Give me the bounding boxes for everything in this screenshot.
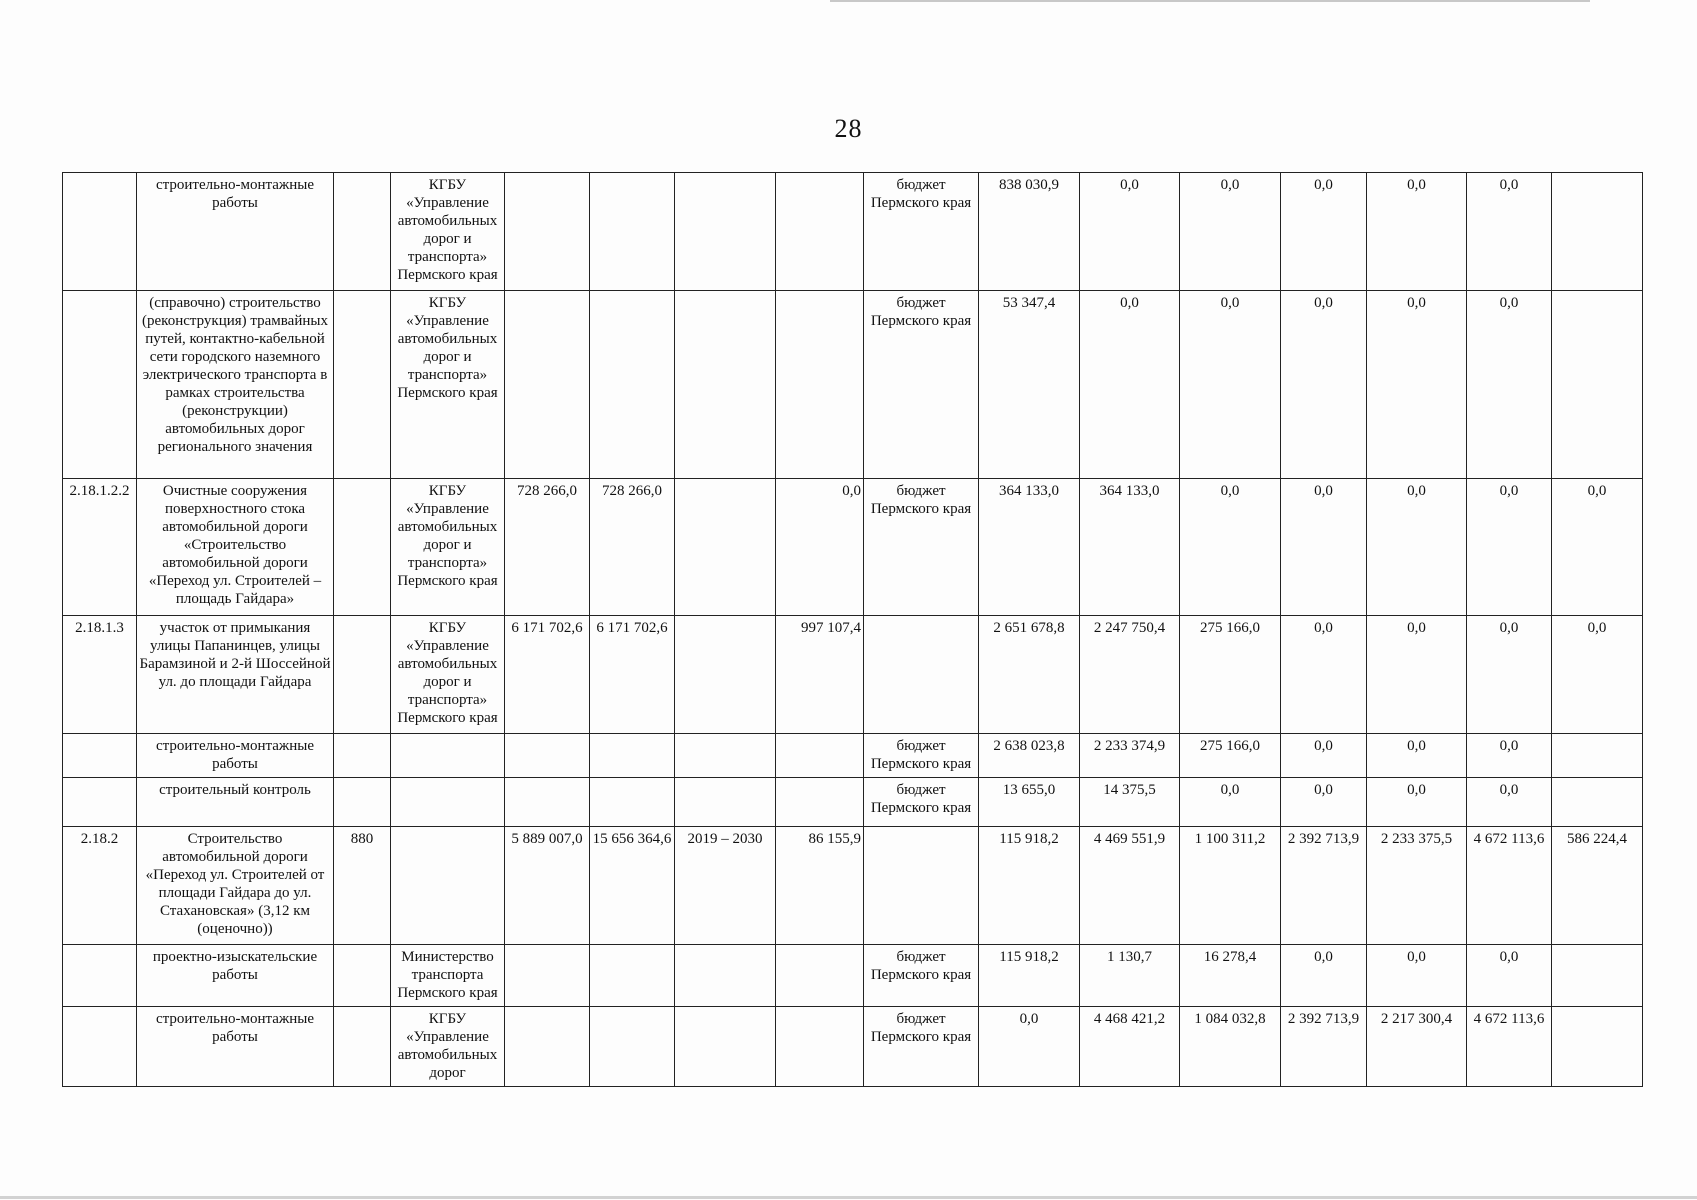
table-row [63, 945, 1643, 1007]
cell-source [864, 616, 979, 734]
cell-period [675, 479, 776, 616]
cell-name: строительно-монтажные работы [137, 1007, 334, 1087]
cell-source: бюджет Пермского края [864, 778, 979, 827]
cell-v1 [776, 778, 864, 827]
cell-y3: 275 166,0 [1180, 734, 1281, 778]
cell-y2: 4 468 421,2 [1080, 1007, 1180, 1087]
cell-cost1 [505, 173, 590, 291]
cell-y6: 0,0 [1467, 616, 1552, 734]
cell-v1 [776, 734, 864, 778]
cell-period [675, 734, 776, 778]
cell-y2: 0,0 [1080, 291, 1180, 479]
cell-y4: 0,0 [1281, 778, 1367, 827]
cell-y2: 14 375,5 [1080, 778, 1180, 827]
cell-y1: 838 030,9 [979, 173, 1080, 291]
cell-num [334, 778, 391, 827]
cell-executor: Министерство транспорта Пермского края [391, 945, 505, 1007]
cell-y7: 0,0 [1552, 479, 1643, 616]
table-row [63, 479, 1643, 616]
cell-code [63, 1007, 137, 1087]
scan-edge-bottom [0, 1196, 1697, 1199]
cell-cost2: 15 656 364,6 [590, 827, 675, 945]
cell-y3: 0,0 [1180, 173, 1281, 291]
cell-source: бюджет Пермского края [864, 479, 979, 616]
cell-y2: 2 233 374,9 [1080, 734, 1180, 778]
cell-cost1 [505, 734, 590, 778]
cell-cost2 [590, 734, 675, 778]
cell-v1: 0,0 [776, 479, 864, 616]
cell-cost1: 6 171 702,6 [505, 616, 590, 734]
cell-y3: 16 278,4 [1180, 945, 1281, 1007]
cell-source [864, 827, 979, 945]
table-row [63, 778, 1643, 827]
cell-y4: 0,0 [1281, 479, 1367, 616]
cell-v1 [776, 1007, 864, 1087]
cell-code [63, 173, 137, 291]
cell-source: бюджет Пермского края [864, 173, 979, 291]
cell-cost1 [505, 945, 590, 1007]
cell-num [334, 1007, 391, 1087]
table-row [63, 1007, 1643, 1087]
cell-period [675, 616, 776, 734]
cell-y6: 4 672 113,6 [1467, 1007, 1552, 1087]
cell-y4: 2 392 713,9 [1281, 1007, 1367, 1087]
cell-y2: 1 130,7 [1080, 945, 1180, 1007]
cell-cost1 [505, 291, 590, 479]
cell-y1: 364 133,0 [979, 479, 1080, 616]
cell-executor: КГБУ «Управление автомобильных дорог [391, 1007, 505, 1087]
cell-y6: 0,0 [1467, 778, 1552, 827]
table-row [63, 827, 1643, 945]
cell-cost1: 728 266,0 [505, 479, 590, 616]
cell-y1: 0,0 [979, 1007, 1080, 1087]
cell-y7: 0,0 [1552, 616, 1643, 734]
cell-y7 [1552, 291, 1643, 479]
cell-source: бюджет Пермского края [864, 1007, 979, 1087]
cell-y5: 0,0 [1367, 734, 1467, 778]
cell-y5: 0,0 [1367, 616, 1467, 734]
cell-code: 2.18.1.2.2 [63, 479, 137, 616]
cell-code [63, 291, 137, 479]
cell-period [675, 173, 776, 291]
cell-y3: 0,0 [1180, 778, 1281, 827]
cell-name: Строительство автомобильной дороги «Переход ул. Строителей от площади Гайдара до ул. Стахановская» (3,12 км (оценочно)) [137, 827, 334, 945]
cell-code: 2.18.1.3 [63, 616, 137, 734]
cell-y5: 2 233 375,5 [1367, 827, 1467, 945]
cell-source: бюджет Пермского края [864, 734, 979, 778]
cell-executor: КГБУ «Управление автомобильных дорог и транспорта» Пермского края [391, 291, 505, 479]
cell-num [334, 291, 391, 479]
cell-y1: 2 651 678,8 [979, 616, 1080, 734]
cell-num [334, 734, 391, 778]
cell-y4: 2 392 713,9 [1281, 827, 1367, 945]
cell-cost1 [505, 778, 590, 827]
table-row [63, 616, 1643, 734]
cell-y5: 2 217 300,4 [1367, 1007, 1467, 1087]
page-number: 28 [834, 114, 863, 143]
cell-y2: 0,0 [1080, 173, 1180, 291]
cell-y4: 0,0 [1281, 291, 1367, 479]
cell-y3: 1 100 311,2 [1180, 827, 1281, 945]
cell-code [63, 945, 137, 1007]
cell-name: проектно-изыскательские работы [137, 945, 334, 1007]
cell-executor: КГБУ «Управление автомобильных дорог и транспорта» Пермского края [391, 616, 505, 734]
cell-cost2 [590, 1007, 675, 1087]
cell-num [334, 945, 391, 1007]
cell-executor: КГБУ «Управление автомобильных дорог и транспорта» Пермского края [391, 173, 505, 291]
cell-cost2 [590, 291, 675, 479]
cell-v1: 86 155,9 [776, 827, 864, 945]
cell-y6: 0,0 [1467, 734, 1552, 778]
cell-y3: 275 166,0 [1180, 616, 1281, 734]
cell-y7 [1552, 1007, 1643, 1087]
cell-y3: 1 084 032,8 [1180, 1007, 1281, 1087]
cell-code [63, 734, 137, 778]
cell-y7 [1552, 173, 1643, 291]
cell-num [334, 173, 391, 291]
cell-name: строительно-монтажные работы [137, 734, 334, 778]
cell-name: строительно-монтажные работы [137, 173, 334, 291]
cell-y6: 0,0 [1467, 479, 1552, 616]
cell-y7: 586 224,4 [1552, 827, 1643, 945]
cell-y5: 0,0 [1367, 945, 1467, 1007]
cell-y2: 2 247 750,4 [1080, 616, 1180, 734]
cell-y3: 0,0 [1180, 479, 1281, 616]
cell-executor [391, 778, 505, 827]
cell-y2: 4 469 551,9 [1080, 827, 1180, 945]
cell-y5: 0,0 [1367, 291, 1467, 479]
cell-cost2 [590, 778, 675, 827]
cell-num [334, 616, 391, 734]
cell-y7 [1552, 945, 1643, 1007]
cell-y7 [1552, 734, 1643, 778]
cell-cost1: 5 889 007,0 [505, 827, 590, 945]
cell-source: бюджет Пермского края [864, 291, 979, 479]
cell-v1 [776, 173, 864, 291]
cell-y2: 364 133,0 [1080, 479, 1180, 616]
cell-executor [391, 734, 505, 778]
cell-period [675, 945, 776, 1007]
cell-cost2 [590, 173, 675, 291]
cell-y3: 0,0 [1180, 291, 1281, 479]
cell-code [63, 778, 137, 827]
cell-code: 2.18.2 [63, 827, 137, 945]
cell-y7 [1552, 778, 1643, 827]
cell-y4: 0,0 [1281, 734, 1367, 778]
cell-y1: 13 655,0 [979, 778, 1080, 827]
cell-executor: КГБУ «Управление автомобильных дорог и транспорта» Пермского края [391, 479, 505, 616]
cell-name: участок от примыкания улицы Папанинцев, улицы Барамзиной и 2-й Шоссейной ул. до площади Гайдара [137, 616, 334, 734]
cell-cost2 [590, 945, 675, 1007]
cell-cost1 [505, 1007, 590, 1087]
cell-y6: 0,0 [1467, 173, 1552, 291]
cell-y4: 0,0 [1281, 945, 1367, 1007]
cell-executor [391, 827, 505, 945]
cell-y6: 0,0 [1467, 945, 1552, 1007]
cell-y5: 0,0 [1367, 479, 1467, 616]
cell-name: (справочно) строительство (реконструкция) трамвайных путей, контактно-кабельной сети городского наземного электрического транспорта в рамках строительства (реконструкции) автомобильных дорог регионального значения [137, 291, 334, 479]
cell-v1 [776, 291, 864, 479]
cell-period [675, 778, 776, 827]
cell-y1: 2 638 023,8 [979, 734, 1080, 778]
cell-y1: 53 347,4 [979, 291, 1080, 479]
cell-source: бюджет Пермского края [864, 945, 979, 1007]
cell-num [334, 479, 391, 616]
scan-edge-top [830, 0, 1590, 2]
cell-v1: 997 107,4 [776, 616, 864, 734]
cell-y5: 0,0 [1367, 173, 1467, 291]
budget-table [62, 172, 1643, 1087]
cell-period [675, 291, 776, 479]
cell-y6: 4 672 113,6 [1467, 827, 1552, 945]
cell-y4: 0,0 [1281, 616, 1367, 734]
cell-period [675, 1007, 776, 1087]
cell-y1: 115 918,2 [979, 827, 1080, 945]
cell-name: строительный контроль [137, 778, 334, 827]
table-row [63, 173, 1643, 291]
cell-cost2: 6 171 702,6 [590, 616, 675, 734]
cell-cost2: 728 266,0 [590, 479, 675, 616]
cell-name: Очистные сооружения поверхностного стока автомобильной дороги «Строительство автомобильной дороги «Переход ул. Строителей – площадь Гайдара» [137, 479, 334, 616]
cell-period: 2019 – 2030 [675, 827, 776, 945]
cell-y5: 0,0 [1367, 778, 1467, 827]
cell-y1: 115 918,2 [979, 945, 1080, 1007]
cell-v1 [776, 945, 864, 1007]
cell-y4: 0,0 [1281, 173, 1367, 291]
table-row [63, 734, 1643, 778]
cell-num: 880 [334, 827, 391, 945]
cell-y6: 0,0 [1467, 291, 1552, 479]
table-row [63, 291, 1643, 479]
